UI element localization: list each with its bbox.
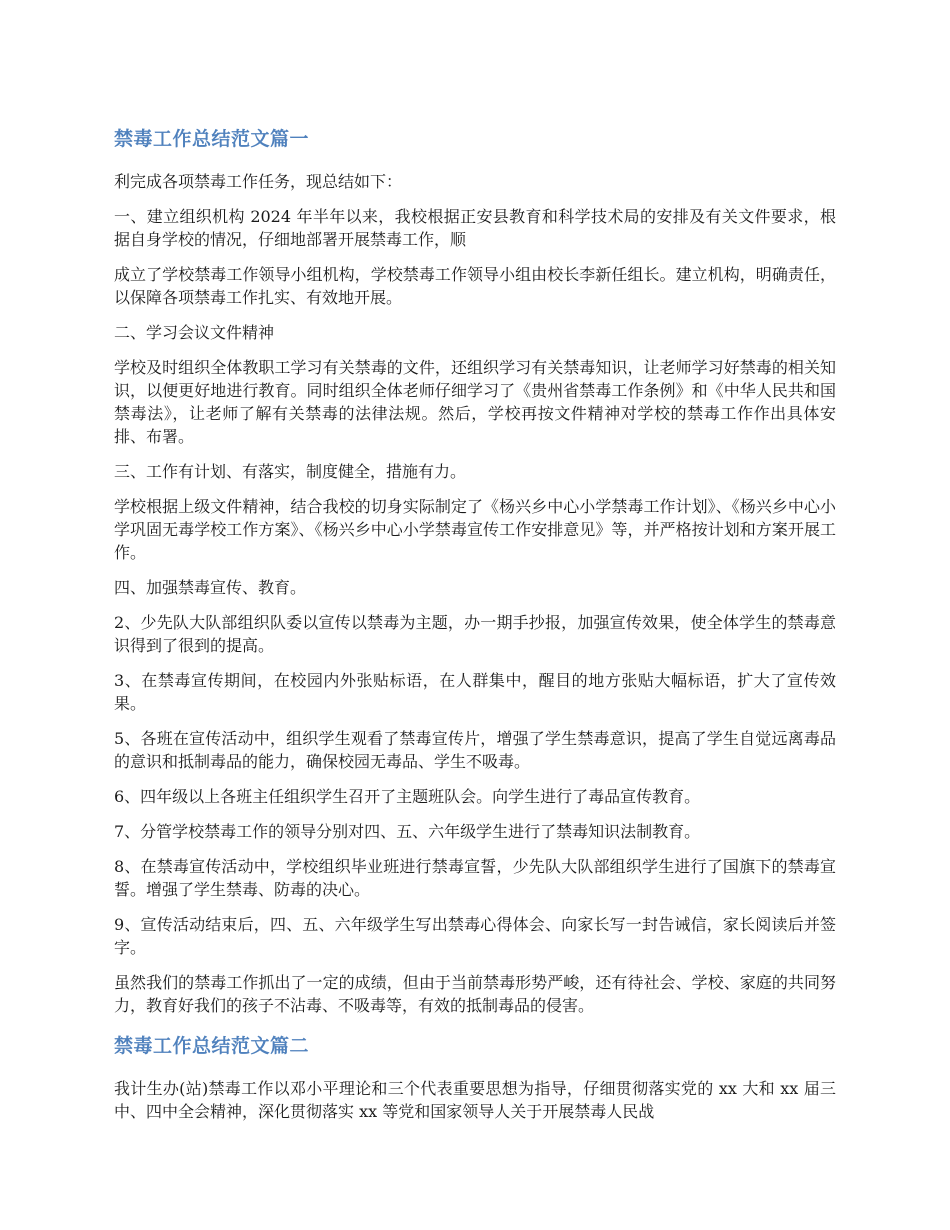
paragraph: 一、建立组织机构 2024 年半年以来，我校根据正安县教育和科学技术局的安排及有关文件要求，根据自身学校的情况，仔细地部署开展禁毒工作，顺 (114, 207, 836, 249)
paragraph: 3、在禁毒宣传期间，在校园内外张贴标语，在人群集中，醒目的地方张贴大幅标语，扩大了宣传效果。 (114, 671, 836, 713)
paragraph: 6、四年级以上各班主任组织学生召开了主题班队会。向学生进行了毒品宣传教育。 (114, 787, 701, 806)
paragraph: 2、少先队大队部组织队委以宣传以禁毒为主题，办一期手抄报，加强宣传效果，使全体学生的禁毒意识得到了很到的提高。 (114, 613, 836, 655)
paragraph: 我计生办(站)禁毒工作以邓小平理论和三个代表重要思想为指导，仔细贯彻落实党的 xx 大和 xx 届三中、四中全会精神，深化贯彻落实 xx 等党和国家领导人关于开展禁毒人民战 (114, 1079, 836, 1121)
paragraph: 学校及时组织全体教职工学习有关禁毒的文件，还组织学习有关禁毒知识，让老师学习好禁毒的相关知识，以便更好地进行教育。同时组织全体老师仔细学习了《贵州省禁毒工作条例》和《中华人民共和国禁毒法》，让老师了解有关禁毒的法律法规。然后，学校再按文件精神对学校的禁毒工作作出具体安排、布署。 (114, 358, 836, 446)
paragraph: 利完成各项禁毒工作任务，现总结如下： (114, 172, 403, 191)
paragraph: 学校根据上级文件精神，结合我校的切身实际制定了《杨兴乡中心小学禁毒工作计划》、《杨兴乡中心小学巩固无毒学校工作方案》、《杨兴乡中心小学禁毒宣传工作安排意见》等，并严格按计划和方案开展工作。 (114, 497, 836, 562)
paragraph: 成立了学校禁毒工作领导小组机构，学校禁毒工作领导小组由校长李新任组长。建立机构，明确责任，以保障各项禁毒工作扎实、有效地开展。 (114, 265, 836, 307)
section-heading-2: 禁毒工作总结范文篇二 (114, 1035, 310, 1057)
document-body (114, 124, 836, 1135)
paragraph: 虽然我们的禁毒工作抓出了一定的成绩，但由于当前禁毒形势严峻，还有待社会、学校、家庭的共同努力，教育好我们的孩子不沾毒、不吸毒等，有效的抵制毒品的侵害。 (114, 973, 836, 1015)
paragraph: 9、宣传活动结束后，四、五、六年级学生写出禁毒心得体会、向家长写一封告诫信，家长阅读后并签字。 (114, 915, 836, 957)
paragraph: 二、学习会议文件精神 (114, 323, 275, 342)
paragraph: 7、分管学校禁毒工作的领导分别对四、五、六年级学生进行了禁毒知识法制教育。 (114, 822, 701, 841)
paragraph: 5、各班在宣传活动中，组织学生观看了禁毒宣传片，增强了学生禁毒意识，提高了学生自觉远离毒品的意识和抵制毒品的能力，确保校园无毒品、学生不吸毒。 (114, 729, 836, 771)
paragraph: 四、加强禁毒宣传、教育。 (114, 578, 307, 597)
paragraph: 8、在禁毒宣传活动中，学校组织毕业班进行禁毒宣誓，少先队大队部组织学生进行了国旗下的禁毒宣誓。增强了学生禁毒、防毒的决心。 (114, 857, 836, 899)
section-heading-1: 禁毒工作总结范文篇一 (114, 128, 310, 150)
paragraph: 三、工作有计划、有落实，制度健全，措施有力。 (114, 462, 467, 481)
